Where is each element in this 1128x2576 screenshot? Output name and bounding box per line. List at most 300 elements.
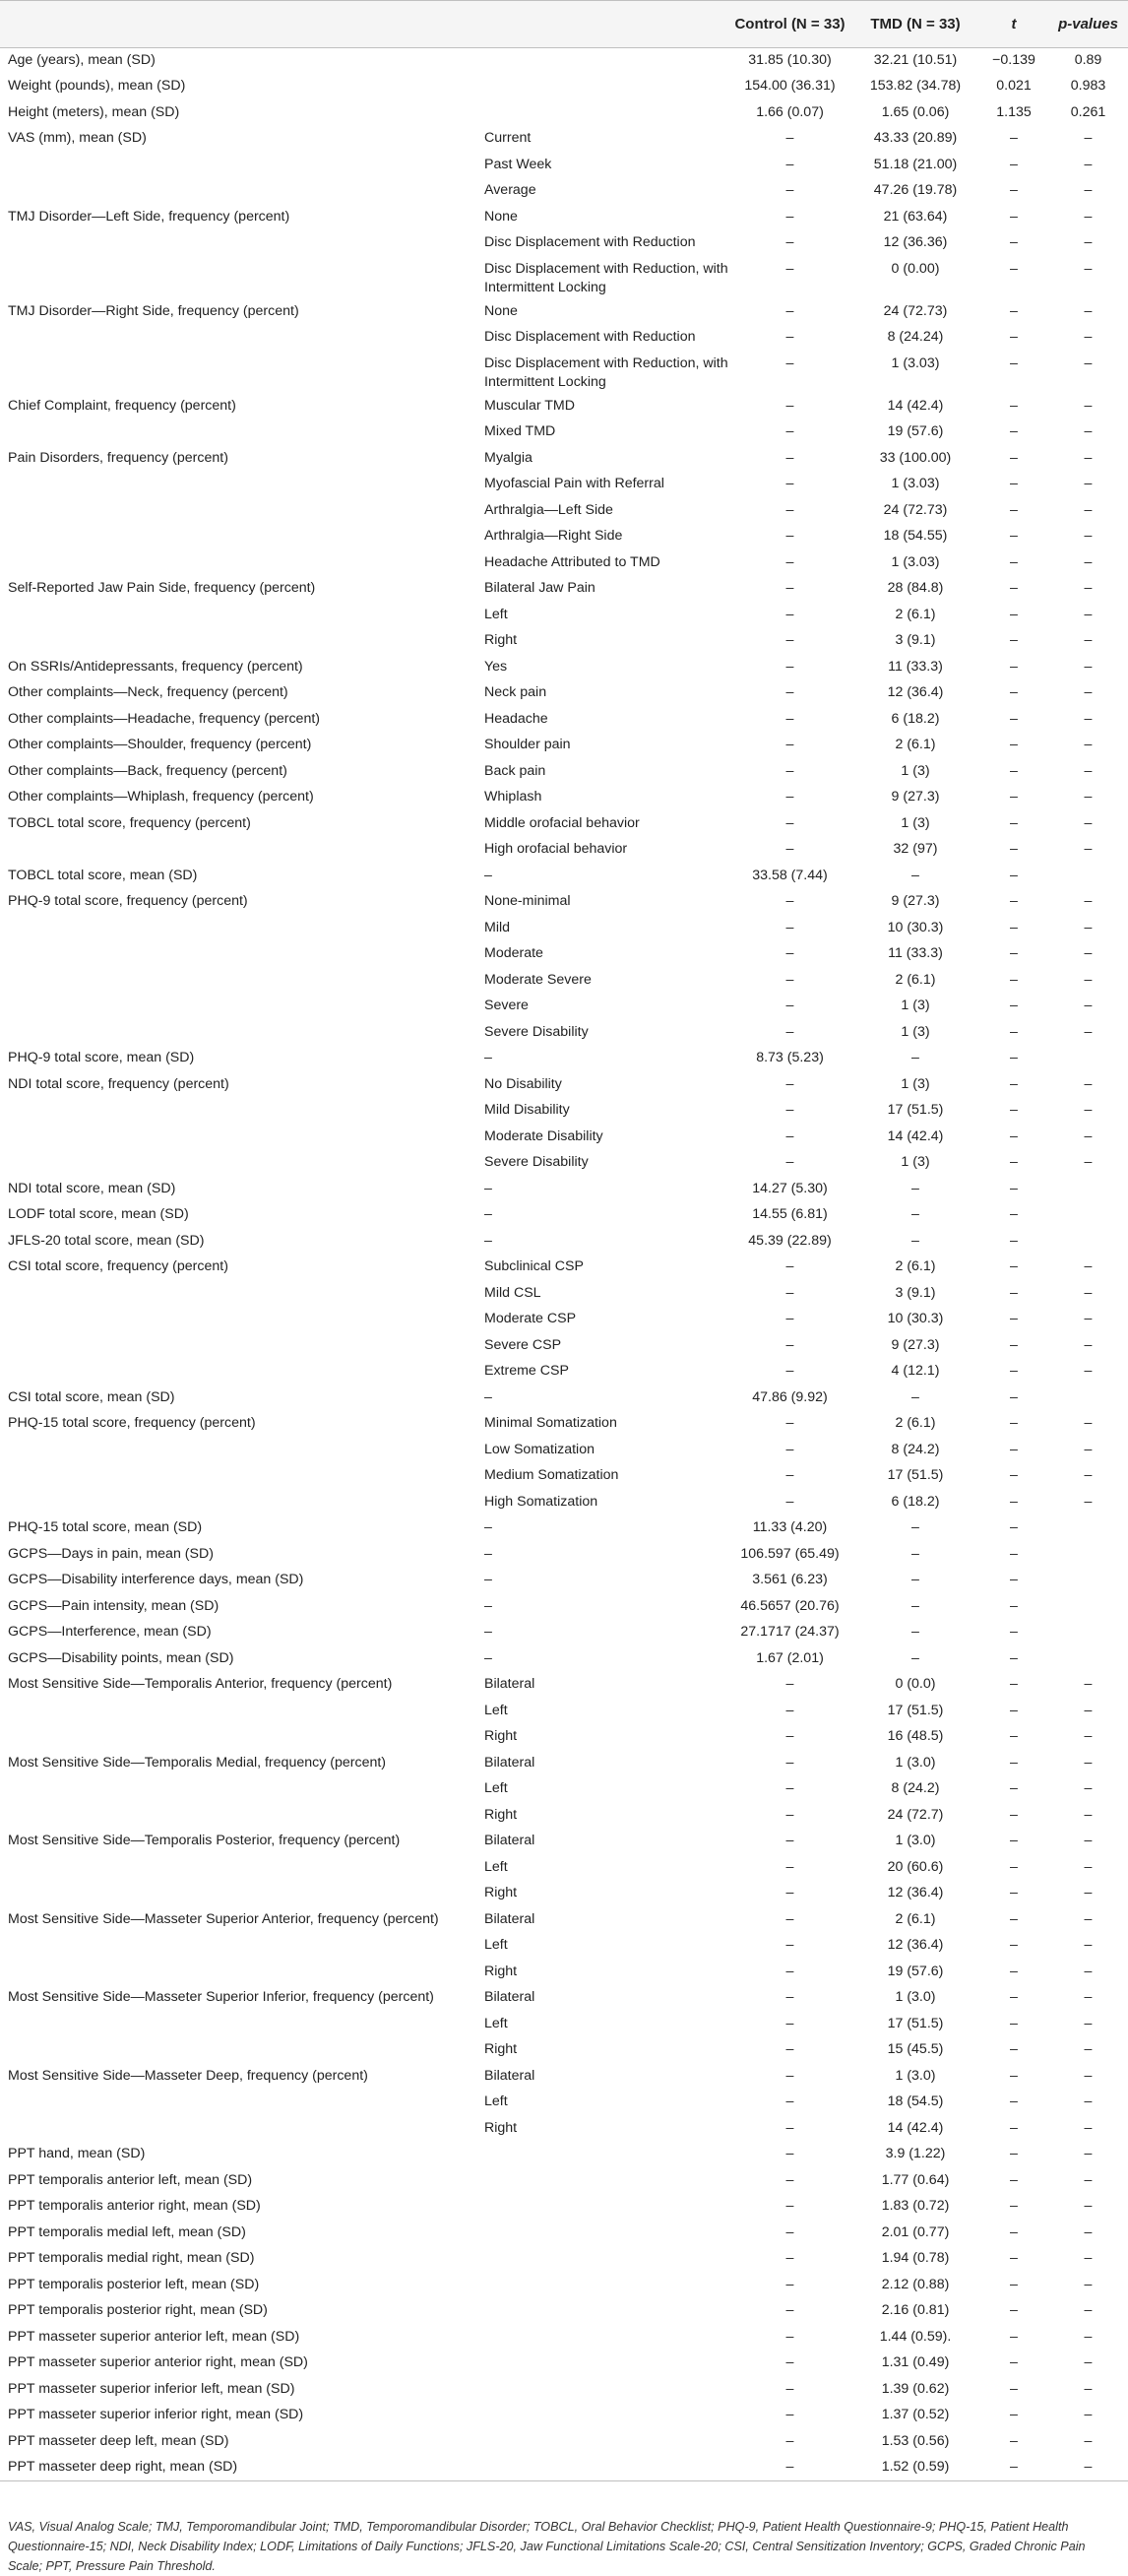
row-t-value: – (1010, 553, 1018, 570)
row-t-value: – (1010, 1206, 1018, 1222)
row-tmd-value: 1 (3.0) (895, 1833, 936, 1848)
row-control-value: 1.67 (2.01) (756, 1649, 824, 1666)
table-row (0, 100, 1128, 127)
row-p-value: – (1084, 2276, 1093, 2292)
row-p-value: – (1084, 1858, 1093, 1875)
table-row (0, 785, 1128, 811)
row-p-value: – (1084, 449, 1093, 466)
table-row (0, 1359, 1128, 1385)
row-p-value: – (1084, 893, 1093, 909)
row-control-value: – (785, 1754, 794, 1771)
row-control-value: – (785, 2407, 794, 2422)
row-t-value: – (1010, 2354, 1018, 2370)
table-row (0, 2221, 1128, 2247)
row-t-value: – (1010, 1154, 1018, 1170)
row-tmd-value: 1 (3) (901, 998, 930, 1013)
table-row (0, 1855, 1128, 1882)
row-parameter: JFLS-20 total score, mean (SD) (8, 1232, 205, 1249)
table-row (0, 811, 1128, 838)
row-t-value: – (1010, 1075, 1018, 1092)
header-t (979, 1, 1048, 48)
table-row (0, 1385, 1128, 1412)
row-category: Current (484, 130, 532, 146)
row-tmd-value: – (911, 1388, 919, 1405)
row-p-value: – (1084, 580, 1093, 596)
row-parameter: PPT temporalis medial right, mean (SD) (8, 2250, 255, 2266)
row-category: Headache Attributed to TMD (484, 553, 660, 570)
header-p-label: p-values (1058, 16, 1118, 32)
row-tmd-value: 10 (30.3) (887, 919, 944, 935)
row-tmd-value: 9 (27.3) (891, 1336, 940, 1353)
row-p-value (1048, 1202, 1128, 1229)
row-t-value: – (1010, 208, 1018, 225)
row-category: Right (484, 632, 518, 648)
row-parameter: PPT temporalis anterior left, mean (SD) (8, 2171, 253, 2188)
row-p-value (1048, 1515, 1128, 1542)
table-row (0, 864, 1128, 890)
row-p-value (1048, 1620, 1128, 1646)
table-row (0, 419, 1128, 446)
table-row (0, 2116, 1128, 2143)
row-t-value: – (1010, 1102, 1018, 1118)
table-row (0, 2298, 1128, 2325)
row-p-value: – (1084, 2328, 1093, 2345)
row-t-value: – (1010, 1467, 1018, 1483)
row-tmd-value: 17 (51.5) (887, 1467, 944, 1483)
row-parameter: PPT hand, mean (SD) (8, 2146, 146, 2161)
row-parameter: Other complaints—Headache, frequency (percent) (8, 710, 321, 727)
row-category: – (484, 1572, 492, 1587)
row-parameter: Most Sensitive Side—Masseter Superior Anterior, frequency (percent) (8, 1910, 439, 1927)
row-category: Disc Displacement with Reduction (484, 329, 696, 345)
row-t-value: – (1010, 1858, 1018, 1875)
row-control-value: – (785, 1127, 794, 1144)
row-control-value: – (785, 234, 794, 250)
row-t-value: – (1010, 2407, 1018, 2422)
row-category: Medium Somatization (484, 1467, 619, 1483)
row-control-value: – (785, 998, 794, 1013)
row-control-value: – (785, 1102, 794, 1118)
row-t-value: – (1010, 762, 1018, 779)
row-category: Headache (484, 710, 548, 727)
table-row (0, 1463, 1128, 1490)
table-row (0, 1046, 1128, 1072)
row-category: – (484, 1597, 492, 1614)
row-t-value: – (1010, 182, 1018, 198)
table-row (0, 576, 1128, 603)
row-control-value: 47.86 (9.92) (752, 1388, 828, 1405)
row-t-value: – (1010, 1989, 1018, 2005)
row-tmd-value: – (911, 1206, 919, 1222)
row-control-value: – (785, 2223, 794, 2240)
row-control-value: 14.55 (6.81) (752, 1206, 828, 1222)
row-category: Right (484, 2041, 518, 2057)
row-control-value: – (785, 2146, 794, 2161)
row-t-value: – (1010, 1258, 1018, 1274)
table-row (0, 1542, 1128, 1569)
row-control-value: 27.1717 (24.37) (740, 1624, 840, 1640)
row-parameter (0, 1724, 472, 1751)
row-parameter: TOBCL total score, mean (SD) (8, 867, 198, 883)
row-control-value: 14.27 (5.30) (752, 1180, 828, 1196)
row-control-value: – (785, 2171, 794, 2188)
row-control-value: – (785, 789, 794, 805)
table-row (0, 1515, 1128, 1542)
row-category: Severe Disability (484, 1154, 589, 1170)
row-tmd-value: 1 (3) (901, 1075, 930, 1092)
row-p-value: – (1084, 1127, 1093, 1144)
row-tmd-value: 1.65 (0.06) (881, 103, 950, 120)
row-control-value: – (785, 2093, 794, 2109)
row-p-value: – (1084, 971, 1093, 988)
row-p-value: – (1084, 1963, 1093, 1979)
row-control-value: 154.00 (36.31) (744, 78, 836, 94)
row-tmd-value: 18 (54.55) (883, 528, 948, 544)
row-tmd-value: 2 (6.1) (895, 1258, 936, 1274)
table-row (0, 352, 1128, 394)
row-parameter: Weight (pounds), mean (SD) (8, 78, 186, 94)
row-t-value: – (1010, 2146, 1018, 2161)
table-row (0, 1072, 1128, 1099)
table-row (0, 707, 1128, 734)
row-p-value: – (1084, 2171, 1093, 2188)
row-tmd-value: 2 (6.1) (895, 971, 936, 988)
table-row (0, 889, 1128, 916)
row-p-value: – (1084, 234, 1093, 250)
row-p-value: – (1084, 684, 1093, 700)
row-parameter: PHQ-9 total score, frequency (percent) (8, 893, 248, 909)
row-parameter (0, 994, 472, 1020)
row-p-value: – (1084, 423, 1093, 439)
row-parameter (0, 1490, 472, 1516)
row-control-value: – (785, 580, 794, 596)
row-p-value: – (1084, 1885, 1093, 1900)
row-control-value: 46.5657 (20.76) (740, 1597, 840, 1614)
row-p-value: – (1084, 354, 1093, 371)
row-t-value: – (1010, 397, 1018, 414)
row-parameter (0, 941, 472, 968)
row-p-value: – (1084, 919, 1093, 935)
row-parameter: Other complaints—Back, frequency (percent) (8, 762, 287, 779)
row-control-value: – (785, 2015, 794, 2031)
row-p-value (1048, 1046, 1128, 1072)
table-row (0, 1829, 1128, 1855)
row-control-value: – (785, 156, 794, 172)
row-tmd-value: 19 (57.6) (887, 1963, 944, 1979)
row-t-value: – (1010, 1963, 1018, 1979)
table-row (0, 1255, 1128, 1281)
table-row (0, 968, 1128, 995)
row-t-value: – (1010, 1649, 1018, 1666)
row-parameter: GCPS—Disability points, mean (SD) (8, 1649, 234, 1666)
row-control-value: 11.33 (4.20) (752, 1519, 828, 1535)
row-parameter (0, 550, 472, 577)
row-p-value: – (1084, 841, 1093, 857)
row-parameter: TMJ Disorder—Right Side, frequency (percent) (8, 302, 299, 319)
row-p-value: – (1084, 182, 1093, 198)
row-category: – (484, 1388, 492, 1405)
row-t-value: – (1010, 423, 1018, 439)
row-category: Extreme CSP (484, 1363, 569, 1379)
row-t-value: – (1010, 302, 1018, 319)
row-parameter (0, 325, 472, 352)
row-p-value: – (1084, 260, 1093, 277)
row-p-value: – (1084, 2198, 1093, 2214)
row-tmd-value: – (911, 1649, 919, 1666)
row-category: Bilateral (484, 1833, 535, 1848)
row-category: Right (484, 1885, 518, 1900)
row-t-value: – (1010, 2276, 1018, 2292)
row-p-value: – (1084, 1676, 1093, 1692)
row-tmd-value: 1.44 (0.59). (879, 2328, 952, 2345)
row-parameter: Most Sensitive Side—Masseter Deep, frequency (percent) (8, 2067, 368, 2084)
row-tmd-value: 1.94 (0.78) (881, 2250, 950, 2266)
table-row (0, 1776, 1128, 1803)
row-p-value: – (1084, 1989, 1093, 2005)
row-parameter (0, 968, 472, 995)
row-p-value: 0.983 (1070, 78, 1106, 94)
row-category: Left (484, 1858, 508, 1875)
row-control-value: 8.73 (5.23) (756, 1050, 824, 1065)
row-parameter: PPT temporalis posterior left, mean (SD) (8, 2276, 260, 2292)
row-parameter (0, 1125, 472, 1151)
table-row (0, 941, 1128, 968)
row-t-value: – (1010, 1050, 1018, 1065)
row-parameter (0, 2012, 472, 2038)
row-p-value: – (1084, 1154, 1093, 1170)
header-p-values (1048, 1, 1128, 48)
row-control-value: – (785, 1023, 794, 1040)
row-parameter (0, 1855, 472, 1882)
table-row (0, 2012, 1128, 2038)
table-row (0, 1150, 1128, 1177)
row-control-value: – (785, 476, 794, 491)
row-control-value: – (785, 1989, 794, 2005)
row-category: Neck pain (484, 684, 547, 700)
row-t-value: – (1010, 1624, 1018, 1640)
row-t-value: – (1010, 1441, 1018, 1457)
row-tmd-value: 0 (0.00) (891, 260, 940, 277)
row-control-value: – (785, 302, 794, 319)
row-category (472, 2246, 728, 2273)
row-t-value: – (1010, 1363, 1018, 1379)
row-control-value: – (785, 208, 794, 225)
row-p-value: – (1084, 2250, 1093, 2266)
row-t-value: – (1010, 1702, 1018, 1718)
row-control-value: – (785, 1075, 794, 1092)
row-tmd-value: 12 (36.4) (887, 1885, 944, 1900)
row-control-value: – (785, 684, 794, 700)
row-control-value: – (785, 449, 794, 466)
row-t-value: – (1010, 971, 1018, 988)
row-p-value: – (1084, 2146, 1093, 2161)
row-tmd-value: 6 (18.2) (891, 710, 940, 727)
row-p-value (1048, 1646, 1128, 1673)
row-category: Severe (484, 998, 529, 1013)
table-row (0, 2168, 1128, 2195)
table-row (0, 2142, 1128, 2168)
row-control-value: – (785, 1702, 794, 1718)
row-t-value: – (1010, 528, 1018, 544)
row-parameter (0, 419, 472, 446)
row-control-value: – (785, 2067, 794, 2084)
row-tmd-value: – (911, 1624, 919, 1640)
row-parameter: GCPS—Disability interference days, mean (SD) (8, 1572, 304, 1587)
row-category: Mixed TMD (484, 423, 556, 439)
row-tmd-value: 1 (3.0) (895, 2067, 936, 2084)
table-row (0, 2064, 1128, 2091)
table-row (0, 1672, 1128, 1699)
row-control-value: 1.66 (0.07) (756, 103, 824, 120)
row-category: Left (484, 2093, 508, 2109)
row-category: – (484, 1545, 492, 1562)
row-parameter: PPT masseter superior inferior right, mean (SD) (8, 2407, 304, 2422)
table-row (0, 1620, 1128, 1646)
row-t-value: – (1010, 2119, 1018, 2136)
row-p-value: – (1084, 1754, 1093, 1771)
table-row (0, 230, 1128, 257)
row-category: Past Week (484, 156, 552, 172)
row-t-value: – (1010, 867, 1018, 883)
row-t-value: – (1010, 2302, 1018, 2318)
row-tmd-value: 1.37 (0.52) (881, 2407, 950, 2422)
row-parameter: Other complaints—Whiplash, frequency (percent) (8, 789, 314, 805)
row-control-value: – (785, 553, 794, 570)
row-parameter: Most Sensitive Side—Temporalis Posterior, frequency (percent) (8, 1833, 401, 1848)
row-tmd-value: 17 (51.5) (887, 1702, 944, 1718)
row-parameter: PHQ-15 total score, mean (SD) (8, 1519, 203, 1535)
table-row (0, 498, 1128, 525)
row-category: Moderate CSP (484, 1311, 577, 1326)
table-row (0, 178, 1128, 205)
row-p-value: – (1084, 632, 1093, 648)
row-t-value: – (1010, 789, 1018, 805)
row-t-value: – (1010, 1284, 1018, 1301)
row-tmd-value: – (911, 867, 919, 883)
row-control-value: – (785, 1467, 794, 1483)
row-tmd-value: 33 (100.00) (879, 449, 952, 466)
row-t-value: – (1010, 1336, 1018, 1353)
table-row (0, 603, 1128, 629)
row-tmd-value: 43.33 (20.89) (873, 130, 958, 146)
row-tmd-value: 9 (27.3) (891, 789, 940, 805)
row-tmd-value: 1 (3.0) (895, 1754, 936, 1771)
row-tmd-value: 28 (84.8) (887, 580, 944, 596)
row-parameter (0, 230, 472, 257)
row-category: Moderate (484, 945, 543, 961)
row-tmd-value: 17 (51.5) (887, 1102, 944, 1118)
row-category: Mild (484, 919, 511, 935)
table-row (0, 550, 1128, 577)
row-p-value: – (1084, 2380, 1093, 2397)
row-control-value: – (785, 260, 794, 277)
row-t-value: 1.135 (996, 103, 1032, 120)
row-parameter (0, 1359, 472, 1385)
row-t-value: – (1010, 1415, 1018, 1431)
row-control-value: – (785, 1963, 794, 1979)
row-category: No Disability (484, 1075, 562, 1092)
row-category (472, 2377, 728, 2404)
row-category: – (484, 1206, 492, 1222)
row-p-value: – (1084, 1702, 1093, 1718)
row-tmd-value: 24 (72.73) (883, 501, 948, 518)
row-control-value: – (785, 2119, 794, 2136)
row-p-value: – (1084, 2067, 1093, 2084)
row-parameter: PHQ-9 total score, mean (SD) (8, 1050, 195, 1065)
row-control-value: – (785, 919, 794, 935)
row-p-value: – (1084, 1311, 1093, 1326)
row-tmd-value: 14 (42.4) (887, 1127, 944, 1144)
row-control-value: – (785, 762, 794, 779)
table-row (0, 680, 1128, 707)
row-tmd-value: 1 (3) (901, 1154, 930, 1170)
table-row (0, 2273, 1128, 2299)
table-row (0, 1411, 1128, 1438)
table-row (0, 1202, 1128, 1229)
row-category: Bilateral (484, 1989, 535, 2005)
table-row (0, 153, 1128, 179)
row-category: Average (484, 182, 536, 198)
table-header-row (0, 1, 1128, 48)
row-category: Subclinical CSP (484, 1258, 584, 1274)
row-category (472, 2298, 728, 2325)
row-category: Disc Displacement with Reduction (484, 234, 696, 250)
row-category: Right (484, 1963, 518, 1979)
row-parameter: PHQ-15 total score, frequency (percent) (8, 1415, 256, 1431)
row-p-value: – (1084, 658, 1093, 675)
row-tmd-value: – (911, 1180, 919, 1196)
row-t-value: – (1010, 814, 1018, 831)
row-control-value: – (785, 1154, 794, 1170)
row-p-value: – (1084, 762, 1093, 779)
row-tmd-value: 11 (33.3) (888, 945, 943, 961)
row-control-value: – (785, 841, 794, 857)
row-tmd-value: 3 (9.1) (895, 632, 936, 648)
row-tmd-value: 1.53 (0.56) (881, 2432, 950, 2449)
row-parameter: NDI total score, mean (SD) (8, 1180, 176, 1196)
row-category: None (484, 208, 518, 225)
row-tmd-value: – (911, 1519, 919, 1535)
row-category (472, 100, 728, 127)
table-row (0, 628, 1128, 655)
row-control-value: – (785, 710, 794, 727)
row-p-value: – (1084, 2302, 1093, 2318)
table-row (0, 126, 1128, 153)
table-row (0, 1307, 1128, 1333)
row-parameter (0, 524, 472, 550)
row-control-value: – (785, 1858, 794, 1875)
row-t-value: – (1010, 1937, 1018, 1953)
row-category: Disc Displacement with Reduction, with Intermittent Locking (484, 354, 728, 390)
row-parameter: VAS (mm), mean (SD) (8, 130, 147, 146)
row-category: Bilateral (484, 2067, 535, 2084)
row-tmd-value: 12 (36.4) (887, 684, 944, 700)
row-t-value: – (1010, 2015, 1018, 2031)
row-parameter: Pain Disorders, frequency (percent) (8, 449, 228, 466)
row-t-value: – (1010, 1754, 1018, 1771)
row-p-value: – (1084, 2041, 1093, 2057)
row-category (472, 48, 728, 75)
row-t-value: – (1010, 2093, 1018, 2109)
row-p-value: 0.261 (1070, 103, 1106, 120)
row-t-value: – (1010, 1232, 1018, 1249)
row-tmd-value: 32 (97) (893, 841, 938, 857)
row-p-value: – (1084, 1284, 1093, 1301)
row-tmd-value: 6 (18.2) (891, 1493, 940, 1510)
row-category: Right (484, 2119, 518, 2136)
row-t-value: – (1010, 1545, 1018, 1562)
row-category (472, 2194, 728, 2221)
